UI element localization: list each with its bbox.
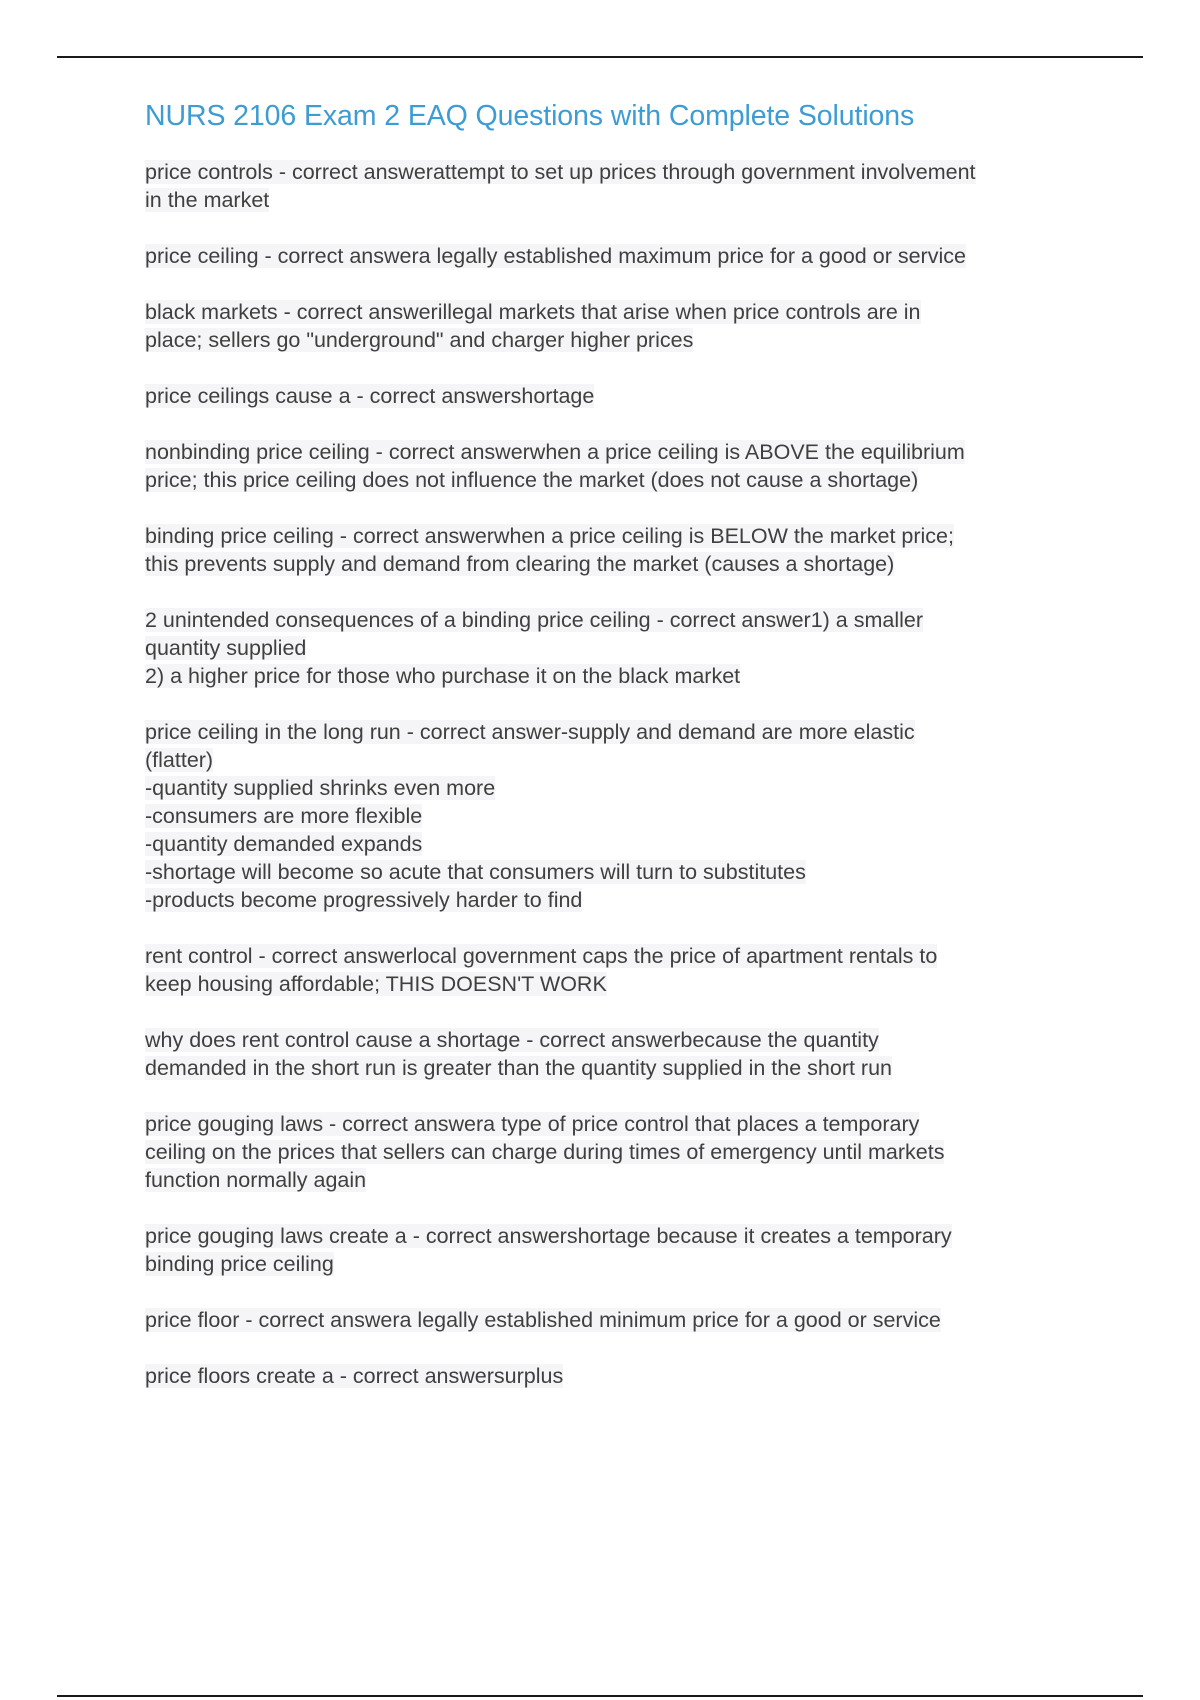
entry-item [145, 942, 1085, 998]
top-rule [57, 56, 1143, 58]
entry-line-text: -products become progressively harder to find [145, 888, 583, 912]
entry-line-text: in the market [145, 188, 270, 212]
entry-line-text: rent control - correct answerlocal government caps the price of apartment rentals to [145, 944, 938, 968]
entry-line [145, 550, 1085, 578]
entry-item [145, 382, 1085, 410]
entry-line [145, 382, 1085, 410]
entry-line-text: -quantity supplied shrinks even more [145, 776, 496, 800]
entry-item [145, 242, 1085, 270]
entry-line [145, 1138, 1085, 1166]
entry-line [145, 522, 1085, 550]
entry-item [145, 718, 1085, 914]
entry-line-text: 2 unintended consequences of a binding price ceiling - correct answer1) a smaller [145, 608, 924, 632]
entry-item [145, 1026, 1085, 1082]
document-body [145, 96, 1085, 1418]
entry-line-text: price floors create a - correct answersurplus [145, 1364, 564, 1388]
entry-item [145, 438, 1085, 494]
entry-item [145, 298, 1085, 354]
entry-line [145, 298, 1085, 326]
entry-line-text: nonbinding price ceiling - correct answerwhen a price ceiling is ABOVE the equilibrium [145, 440, 965, 464]
document-title: NURS 2106 Exam 2 EAQ Questions with Complete Solutions [145, 100, 915, 132]
entry-line-text: keep housing affordable; THIS DOESN'T WORK [145, 972, 607, 996]
entry-line-text: this prevents supply and demand from clearing the market (causes a shortage) [145, 552, 895, 576]
entry-line [145, 158, 1085, 186]
entry-line [145, 942, 1085, 970]
entry-line-text: price; this price ceiling does not influence the market (does not cause a shortage) [145, 468, 919, 492]
entry-line-text: ceiling on the prices that sellers can charge during times of emergency until markets [145, 1140, 945, 1164]
entry-line [145, 242, 1085, 270]
entry-line-text: price gouging laws - correct answera type of price control that places a temporary [145, 1112, 920, 1136]
entry-line-text: black markets - correct answerillegal markets that arise when price controls are in [145, 300, 921, 324]
entry-line [145, 466, 1085, 494]
entry-item [145, 1362, 1085, 1390]
entry-line [145, 886, 1085, 914]
entry-line [145, 802, 1085, 830]
entry-line-text: quantity supplied [145, 636, 307, 660]
entry-line-text: -quantity demanded expands [145, 832, 423, 856]
entry-line-text: why does rent control cause a shortage - correct answerbecause the quantity [145, 1028, 879, 1052]
entry-line [145, 1362, 1085, 1390]
entry-line-text: (flatter) [145, 748, 214, 772]
entry-item [145, 1222, 1085, 1278]
bottom-rule [57, 1695, 1143, 1697]
entry-line [145, 858, 1085, 886]
entry-line-text: price ceiling in the long run - correct answer-supply and demand are more elastic [145, 720, 915, 744]
entry-line [145, 1054, 1085, 1082]
entry-line-text: price ceiling - correct answera legally established maximum price for a good or service [145, 244, 966, 268]
entry-line-text: price gouging laws create a - correct answershortage because it creates a temporary [145, 1224, 952, 1248]
entry-list [145, 158, 1085, 1390]
entry-line [145, 438, 1085, 466]
entry-line-text: price floor - correct answera legally established minimum price for a good or service [145, 1308, 941, 1332]
entry-item [145, 1110, 1085, 1194]
entry-line-text: function normally again [145, 1168, 367, 1192]
entry-item [145, 522, 1085, 578]
entry-line-text: 2) a higher price for those who purchase it on the black market [145, 664, 741, 688]
entry-line [145, 1250, 1085, 1278]
entry-item [145, 1306, 1085, 1334]
entry-line [145, 606, 1085, 634]
entry-line [145, 830, 1085, 858]
entry-line [145, 1306, 1085, 1334]
entry-line [145, 634, 1085, 662]
entry-line [145, 746, 1085, 774]
entry-line [145, 326, 1085, 354]
entry-line-text: -shortage will become so acute that consumers will turn to substitutes [145, 860, 806, 884]
entry-line-text: price ceilings cause a - correct answershortage [145, 384, 595, 408]
entry-line [145, 1222, 1085, 1250]
entry-line-text: binding price ceiling [145, 1252, 334, 1276]
entry-item [145, 606, 1085, 690]
entry-line-text: -consumers are more flexible [145, 804, 423, 828]
entry-line [145, 970, 1085, 998]
entry-line [145, 1166, 1085, 1194]
entry-line [145, 1110, 1085, 1138]
entry-line [145, 186, 1085, 214]
entry-line-text: demanded in the short run is greater than the quantity supplied in the short run [145, 1056, 892, 1080]
entry-line [145, 1026, 1085, 1054]
entry-line-text: place; sellers go "underground" and charger higher prices [145, 328, 694, 352]
entry-line-text: price controls - correct answerattempt to set up prices through government involvement [145, 160, 976, 184]
entry-line-text: binding price ceiling - correct answerwhen a price ceiling is BELOW the market price; [145, 524, 954, 548]
entry-item [145, 158, 1085, 214]
entry-line [145, 774, 1085, 802]
entry-line [145, 662, 1085, 690]
entry-line [145, 718, 1085, 746]
